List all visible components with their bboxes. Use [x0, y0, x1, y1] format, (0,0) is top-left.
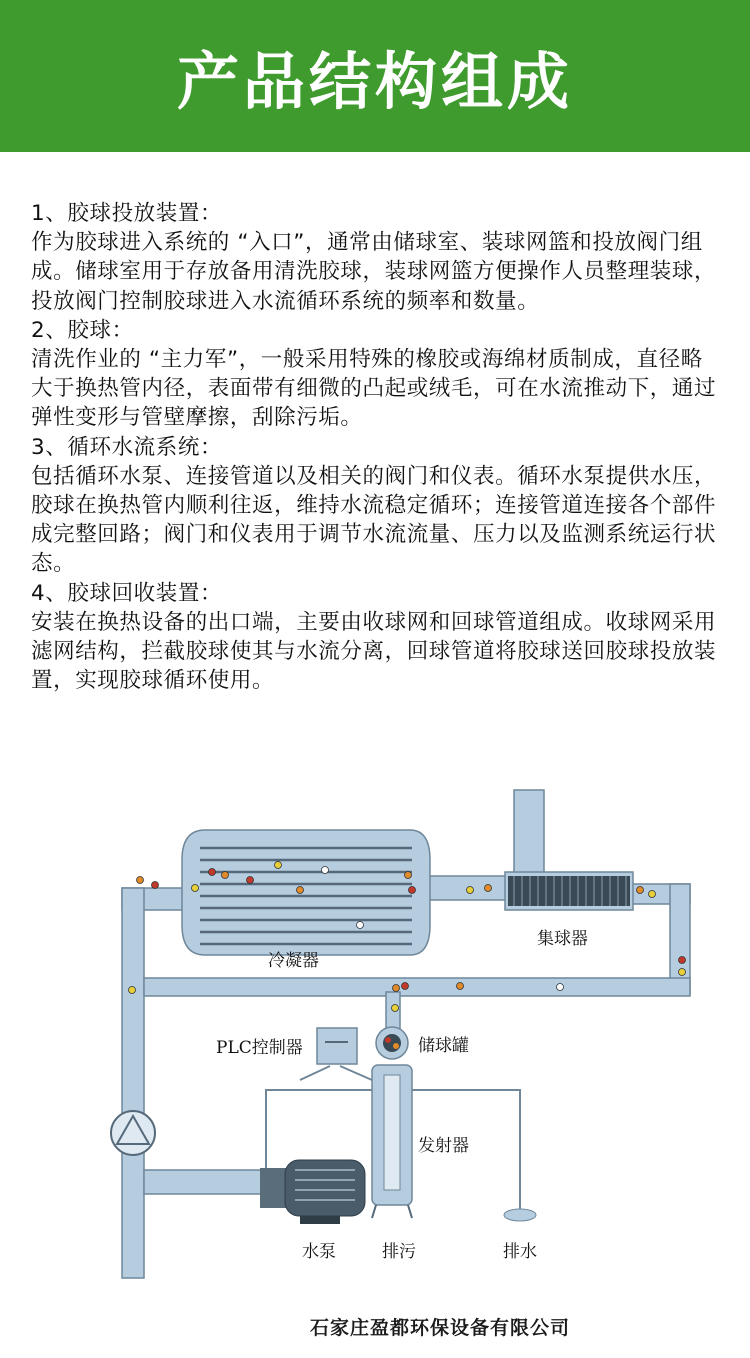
section-2-body: 清洗作业的 “主力军”，一般采用特殊的橡胶或海绵材质制成，直径略大于换热管内径，表面带有细微的凸起或绒毛，可在水流推动下，通过弹性变形与管壁摩擦，刮除污垢。	[31, 347, 717, 431]
line-plc-left	[300, 1066, 330, 1080]
system-diagram	[0, 760, 750, 1320]
drain-label: 排污	[382, 1242, 416, 1262]
pipe-return	[144, 978, 690, 996]
pump-label: 水泵	[302, 1242, 336, 1262]
discharge-label: 排水	[503, 1242, 537, 1262]
section-3-body: 包括循环水泵、连接管道以及相关的阀门和仪表。循环水泵提供水压，胶球在换热管内顺利往返，维持水流稳定循环；连接管道连接各个部件成完整回路；阀门和仪表用于调节水流流量、压力以及监测系统运行状态。	[31, 463, 717, 577]
pipe-to-pump	[144, 1170, 264, 1194]
tank-label: 储球罐	[418, 1036, 469, 1056]
collector-label: 集球器	[537, 929, 588, 949]
launcher	[372, 1065, 412, 1218]
launcher-label: 发射器	[418, 1136, 469, 1156]
company-name: 石家庄盈都环保设备有限公司	[309, 1317, 570, 1339]
title-banner	[0, 0, 750, 152]
discharge-basin	[504, 1209, 536, 1221]
page-title: 产品结构组成	[176, 44, 573, 118]
system-diagram-svg	[0, 760, 750, 1320]
section-4-heading: 4、胶球回收装置：	[31, 580, 223, 606]
description-text	[31, 199, 721, 695]
plc-controller-box	[317, 1028, 357, 1064]
line-plc-right	[340, 1066, 372, 1080]
pipe-left-vertical	[122, 888, 144, 1278]
collector	[505, 872, 633, 910]
section-1-body: 作为胶球进入系统的 “入口”，通常由储球室、装球网篮和投放阀门组成。储球室用于存放备用清洗胶球，装球网篮方便操作人员整理装球，投放阀门控制胶球进入水流循环系统的频率和数量。	[31, 230, 717, 314]
pipe-to-tank	[386, 992, 400, 1032]
plc-label: PLC控制器	[216, 1038, 303, 1058]
section-1-heading: 1、胶球投放装置：	[31, 201, 223, 226]
section-2-heading: 2、胶球：	[31, 317, 134, 343]
section-3-heading: 3、循环水流系统：	[31, 434, 223, 460]
condenser	[182, 830, 430, 955]
condenser-label: 冷凝器	[268, 951, 319, 971]
water-pump	[260, 1160, 365, 1224]
section-4-body: 安装在换热设备的出口端，主要由收球网和回球管道组成。收球网采用滤网结构，拦截胶球使其与水流分离，回球管道将胶球送回胶球投放装置，实现胶球循环使用。	[31, 609, 717, 694]
